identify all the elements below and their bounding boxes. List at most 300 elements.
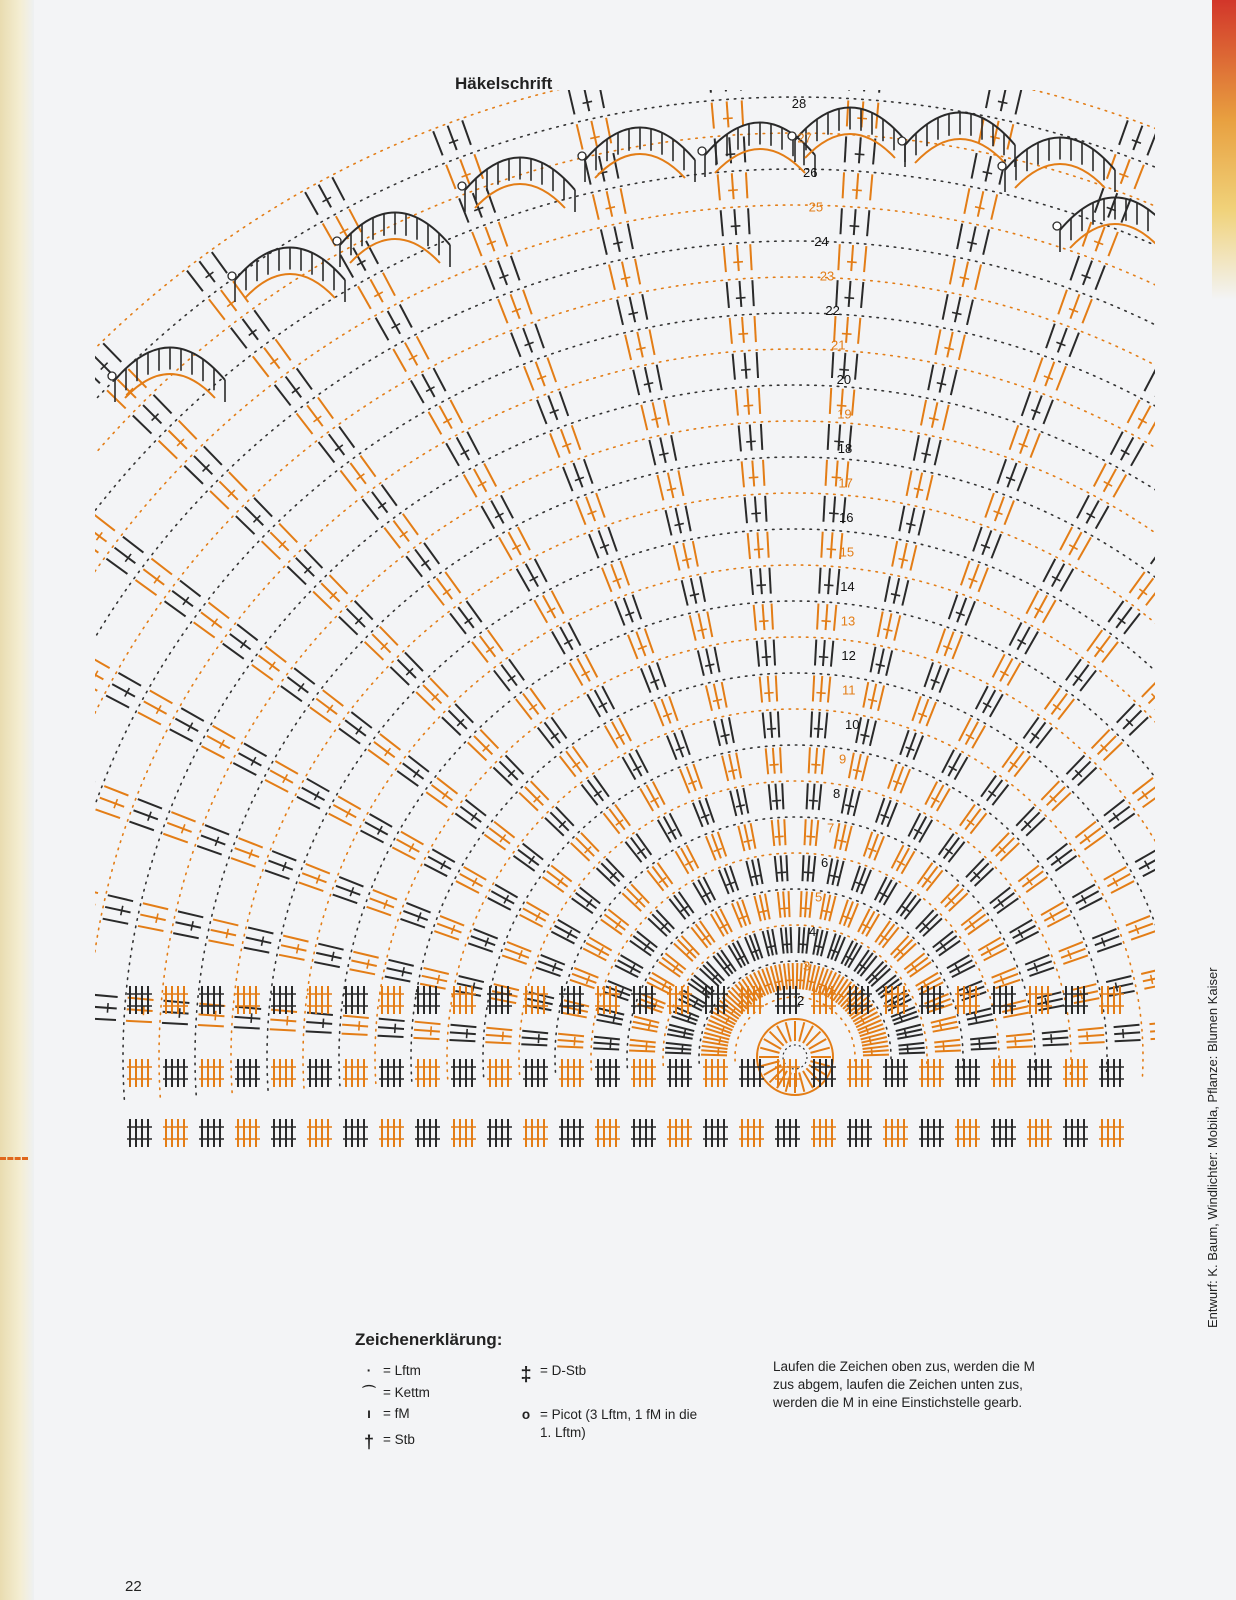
stitch-mark	[323, 1019, 324, 1028]
stitch-mark	[752, 280, 753, 306]
stitch-mark	[855, 754, 861, 779]
stitch-mark	[978, 937, 1000, 950]
stitch-mark	[270, 1029, 296, 1030]
stitch-mark	[837, 861, 843, 886]
stitch-mark	[914, 817, 926, 840]
stitch-mark	[150, 691, 173, 704]
stitch-mark	[1123, 1029, 1124, 1038]
round-label: 23	[819, 268, 835, 284]
stitch-mark	[808, 981, 815, 983]
stitch-mark	[1190, 311, 1202, 334]
stitch-mark	[967, 1014, 992, 1020]
stitch-mark	[718, 1048, 719, 1055]
stitch-mark	[15, 883, 17, 892]
stitch-mark	[450, 613, 466, 634]
stitch-mark	[1106, 976, 1131, 982]
stitch-mark	[854, 209, 856, 235]
stitch-mark	[1042, 1031, 1068, 1033]
stitch-mark	[414, 1030, 440, 1032]
stitch-mark	[342, 1025, 368, 1027]
stitch-mark	[752, 860, 758, 885]
stitch-mark	[246, 938, 271, 944]
stitch-mark	[319, 442, 335, 463]
stitch-mark	[633, 595, 642, 620]
stitch-mark	[934, 1040, 960, 1043]
stitch-mark	[613, 242, 622, 244]
stitch-mark	[819, 657, 828, 658]
stitch-mark	[739, 281, 741, 307]
stitch-mark	[332, 952, 334, 961]
round-label: 24	[814, 234, 829, 249]
stitch-mark	[323, 690, 344, 706]
stitch-mark	[1006, 1034, 1032, 1037]
stitch-mark	[810, 820, 812, 846]
stitch-mark	[657, 662, 666, 687]
stitch-mark	[237, 624, 258, 640]
stitch-mark	[584, 459, 593, 484]
stitch-mark	[636, 632, 645, 656]
stitch-mark	[883, 629, 892, 631]
stitch-mark	[459, 976, 484, 982]
stitch-mark	[698, 613, 704, 638]
stitch-mark	[181, 708, 204, 721]
stitch-mark	[1181, 667, 1200, 685]
stitch-mark	[799, 1072, 804, 1091]
stitch-mark	[743, 788, 748, 814]
stitch-mark	[606, 207, 615, 209]
stitch-mark	[727, 282, 729, 308]
stitch-mark	[754, 316, 755, 342]
stitch-mark	[654, 702, 664, 726]
stitch-mark	[28, 785, 53, 794]
stitch-mark	[1203, 492, 1219, 513]
stitch-mark	[867, 210, 869, 236]
stitch-mark	[901, 851, 914, 873]
stitch-mark	[406, 903, 430, 913]
stitch-mark	[767, 729, 776, 730]
stitch-mark	[283, 936, 308, 942]
stitch-mark	[1227, 877, 1236, 887]
stitch-mark	[1079, 1042, 1105, 1043]
stitch-mark	[19, 495, 40, 510]
stitch-mark	[1007, 463, 1016, 487]
stitch-mark	[175, 922, 200, 928]
stitch-mark	[1171, 770, 1177, 778]
stitch-mark	[742, 461, 744, 487]
stitch-mark	[355, 601, 373, 620]
stitch-mark	[1161, 756, 1182, 772]
stitch-mark	[1202, 318, 1215, 341]
stitch-mark	[1155, 692, 1174, 710]
stitch-mark	[900, 730, 909, 755]
stitch-mark	[1121, 159, 1130, 183]
scallop-arc	[350, 239, 440, 263]
stitch-mark	[103, 919, 128, 924]
stitch-mark	[813, 856, 816, 882]
stitch-mark	[737, 789, 743, 814]
stitch-mark	[824, 585, 833, 586]
round-label: 25	[808, 199, 824, 215]
stitch-mark	[807, 783, 808, 809]
stitch-mark	[780, 747, 781, 773]
stitch-mark	[215, 1011, 216, 1021]
stitch-mark	[1162, 911, 1186, 920]
stitch-mark	[959, 335, 965, 360]
stitch-mark	[422, 976, 447, 982]
stitch-mark	[378, 1036, 404, 1037]
stitch-mark	[644, 383, 653, 385]
scallop-arc	[805, 134, 895, 158]
stitch-mark	[642, 294, 647, 319]
stitch-mark	[901, 543, 907, 568]
stitch-mark	[1119, 120, 1128, 144]
stitch-mark	[462, 120, 471, 144]
stitch-mark	[498, 261, 507, 285]
stitch-mark	[522, 1037, 548, 1039]
stitch-mark	[1202, 643, 1209, 650]
stitch-mark	[629, 1045, 655, 1047]
stitch-mark	[235, 1007, 261, 1009]
stitch-mark	[1214, 456, 1229, 477]
stitch-mark	[636, 834, 651, 855]
round-label: 9	[839, 751, 847, 767]
stitch-mark	[894, 578, 900, 603]
stitch-mark	[1113, 475, 1126, 498]
stitch-mark	[501, 495, 513, 518]
stitch-mark	[184, 466, 203, 484]
stitch-mark	[971, 1048, 997, 1049]
stitch-mark	[732, 173, 734, 199]
stitch-mark	[1001, 86, 1007, 111]
stitch-mark	[1149, 412, 1162, 435]
stitch-mark	[32, 773, 56, 782]
round-label: 8	[833, 786, 841, 801]
stitch-mark	[935, 329, 940, 354]
stitch-mark	[86, 898, 88, 907]
stitch-mark	[1150, 1030, 1176, 1032]
stitch-mark	[1017, 467, 1027, 491]
stitch-mark	[1043, 559, 1055, 582]
stitch-mark	[244, 948, 270, 953]
stitch-mark	[871, 684, 877, 709]
stitch-mark	[952, 965, 975, 977]
stitch-mark	[698, 629, 707, 631]
stitch-mark	[1086, 501, 1098, 524]
stitch-mark	[333, 895, 358, 904]
stitch-mark	[319, 185, 331, 208]
stitch-mark	[11, 645, 34, 657]
stitch-mark	[449, 1040, 475, 1041]
stitch-mark	[360, 456, 375, 477]
stitch-mark	[1114, 1032, 1140, 1034]
stitch-mark	[143, 903, 168, 909]
stitch-mark	[772, 820, 775, 846]
picot-icon	[898, 137, 906, 145]
stitch-mark	[513, 856, 534, 871]
stitch-mark	[535, 559, 547, 582]
stitch-mark	[963, 262, 969, 287]
stitch-mark	[809, 747, 810, 773]
stitch-mark	[378, 1027, 404, 1029]
stitch-mark	[1168, 556, 1184, 577]
stitch-mark	[738, 826, 744, 851]
stitch-mark	[757, 352, 758, 378]
stitch-mark	[162, 1023, 188, 1024]
stitch-mark	[1190, 528, 1206, 549]
stitch-mark	[965, 601, 975, 625]
stitch-mark	[1006, 1040, 1032, 1042]
stitch-mark	[1013, 926, 1036, 938]
stitch-mark	[498, 299, 507, 323]
stitch-mark	[823, 911, 831, 913]
round-label: 13	[840, 613, 856, 629]
stitch-mark	[990, 136, 999, 138]
diagram-title: Häkelschrift	[455, 74, 553, 93]
stitch-mark	[1078, 1035, 1104, 1037]
stitch-mark	[814, 729, 823, 730]
stitch-mark	[875, 877, 887, 900]
stitch-mark	[1186, 967, 1188, 976]
stitch-mark	[926, 702, 936, 726]
stitch-mark	[1195, 273, 1207, 296]
stitch-mark	[662, 699, 671, 723]
stitch-mark	[721, 210, 723, 236]
stitch-mark	[0, 461, 20, 477]
stitch-mark	[846, 826, 852, 851]
stitch-mark	[846, 317, 848, 343]
stitch-mark	[1230, 886, 1236, 895]
stitch-mark	[693, 764, 702, 789]
legend-title: Zeichenerklärung:	[355, 1330, 503, 1349]
stitch-mark	[370, 898, 394, 907]
stitch-mark	[970, 564, 979, 588]
stitch-mark	[751, 513, 761, 514]
stitch-mark	[786, 855, 787, 881]
stitch-mark	[535, 324, 544, 349]
stitch-mark	[460, 159, 469, 183]
stitch-mark	[370, 279, 382, 302]
legend-column-right	[512, 1362, 697, 1445]
stitch-mark	[970, 863, 988, 881]
stitch-mark	[830, 388, 831, 414]
stitch-mark	[330, 575, 348, 594]
scallop-arc	[245, 274, 335, 298]
stitch-mark	[847, 100, 848, 126]
stitch-mark	[674, 545, 680, 570]
stitch-mark	[261, 937, 263, 946]
stitch-mark	[765, 894, 770, 920]
stitch-mark	[0, 986, 10, 988]
stitch-mark	[770, 712, 772, 738]
stitch-mark	[1077, 495, 1089, 518]
stitch-mark	[761, 424, 762, 450]
stitch-mark	[1010, 920, 1033, 933]
stitch-mark	[888, 764, 897, 789]
round-label: 12	[841, 648, 856, 663]
stitch-mark	[594, 1037, 620, 1040]
stitch-mark	[869, 1037, 871, 1044]
stitch-mark	[983, 172, 992, 174]
stitch-mark	[852, 390, 854, 416]
stitch-mark	[81, 667, 104, 679]
stitch-mark	[1052, 564, 1064, 587]
stitch-mark	[933, 1027, 959, 1032]
stitch-mark	[0, 602, 16, 615]
stitch-mark	[613, 153, 618, 178]
stitch-mark	[170, 729, 193, 741]
stitch-mark	[815, 640, 816, 666]
stitch-mark	[633, 370, 639, 395]
stitch-mark	[863, 719, 869, 744]
picot-icon	[698, 147, 706, 155]
stitch-mark	[502, 955, 527, 964]
stitch-mark	[594, 775, 609, 796]
stitch-mark	[921, 400, 926, 425]
stitch-mark	[1195, 742, 1216, 758]
stitch-mark	[767, 946, 775, 948]
stitch-mark	[1026, 877, 1047, 892]
arc-icon: ⌒	[362, 1384, 376, 1400]
stitch-mark	[1010, 425, 1019, 450]
stitch-mark	[103, 343, 121, 362]
stitch-mark	[134, 810, 158, 819]
stitch-mark	[1178, 968, 1203, 974]
stitch-mark	[828, 424, 829, 450]
stitch-mark	[674, 733, 683, 757]
stitch-mark	[38, 879, 63, 885]
stitch-mark	[248, 928, 273, 934]
stitch-mark	[1200, 748, 1206, 756]
stitch-mark	[935, 440, 941, 465]
stitch-mark	[943, 405, 949, 430]
stitch-mark	[1069, 532, 1081, 555]
stitch-mark	[744, 840, 753, 842]
stitch-mark	[845, 805, 854, 807]
stitch-mark	[0, 628, 2, 640]
stitch-mark	[913, 736, 923, 760]
legend-item-picot	[512, 1406, 697, 1441]
stitch-mark	[985, 156, 991, 181]
stitch-mark	[77, 537, 98, 552]
round-label: 18	[837, 441, 853, 456]
stitch-mark	[997, 898, 1018, 913]
stitch-mark	[54, 1016, 80, 1017]
legend-text: = Stb	[383, 1431, 415, 1447]
stitch-mark	[678, 470, 683, 496]
stitch-mark	[827, 549, 836, 550]
stitch-mark	[1070, 256, 1079, 281]
stitch-mark	[1193, 890, 1217, 900]
stitch-mark	[318, 397, 333, 418]
stitch-mark	[547, 358, 556, 383]
stitch-mark	[1171, 839, 1194, 851]
stitch-mark	[1217, 601, 1235, 620]
stitch-mark	[233, 763, 256, 775]
stitch-mark	[254, 310, 269, 331]
stitch-mark	[508, 532, 520, 555]
stitch-mark	[57, 504, 78, 520]
stitch-mark	[744, 824, 750, 849]
stitch-mark	[609, 265, 615, 290]
stitch-mark	[585, 654, 597, 677]
stitch-mark	[943, 294, 948, 319]
stitch-mark	[737, 245, 739, 271]
stitch-mark	[1199, 907, 1224, 916]
stitch-mark	[730, 791, 736, 816]
stitch-mark	[907, 733, 916, 757]
stitch-mark	[551, 932, 574, 944]
stitch-mark	[577, 124, 583, 149]
stitch-mark	[778, 820, 780, 846]
stitch-mark	[1193, 485, 1208, 506]
stitch-mark	[32, 904, 57, 909]
stitch-mark	[151, 559, 172, 575]
stitch-mark	[627, 889, 645, 907]
round-label: 5	[815, 889, 823, 905]
stitch-mark	[970, 1037, 996, 1040]
stitch-mark	[788, 963, 790, 989]
stitch-mark	[705, 664, 714, 666]
stitch-mark	[736, 805, 745, 807]
round-label: 26	[803, 165, 818, 180]
round-label: 20	[836, 372, 852, 387]
stitch-mark	[641, 405, 647, 430]
stitch-mark	[108, 895, 133, 901]
stitch-mark	[205, 825, 229, 835]
stitch-mark	[681, 730, 690, 755]
stitch-mark	[844, 298, 854, 299]
stitch-mark	[786, 1022, 791, 1041]
double-cross-icon: ‡	[520, 1364, 532, 1386]
stitch-mark	[757, 532, 759, 558]
stitch-mark	[820, 676, 822, 702]
stitch-mark	[828, 677, 830, 703]
stitch-mark	[855, 154, 865, 155]
stitch-mark	[879, 880, 891, 903]
stitch-mark	[1224, 463, 1236, 484]
stitch-mark	[914, 435, 919, 460]
stitch-mark	[198, 1025, 224, 1026]
stitch-mark	[757, 585, 766, 586]
stitch-mark	[1176, 960, 1201, 966]
stitch-mark	[728, 190, 738, 191]
stitch-mark	[302, 788, 325, 800]
stitch-mark	[424, 543, 439, 564]
stitch-mark	[62, 654, 67, 663]
stitch-mark	[1082, 299, 1091, 323]
stitch-mark	[143, 1006, 144, 1016]
stitch-mark	[780, 908, 788, 909]
stitch-mark	[318, 944, 343, 950]
stitch-mark	[28, 483, 49, 499]
stitch-mark	[849, 753, 854, 779]
stitch-mark	[73, 887, 98, 893]
stitch-mark	[204, 446, 222, 465]
stitch-mark	[1207, 642, 1226, 660]
stitch-mark	[599, 530, 608, 554]
stitch-mark	[804, 872, 813, 873]
stitch-mark	[773, 748, 775, 774]
stitch-mark	[4, 747, 28, 756]
stitch-mark	[833, 496, 835, 522]
stitch-mark	[621, 955, 643, 968]
stitch-mark	[800, 891, 801, 917]
stitch-mark	[586, 497, 595, 521]
stitch-mark	[668, 473, 674, 498]
stitch-mark	[1190, 734, 1211, 750]
stitch-mark	[1129, 924, 1153, 933]
stitch-mark	[558, 1034, 584, 1037]
